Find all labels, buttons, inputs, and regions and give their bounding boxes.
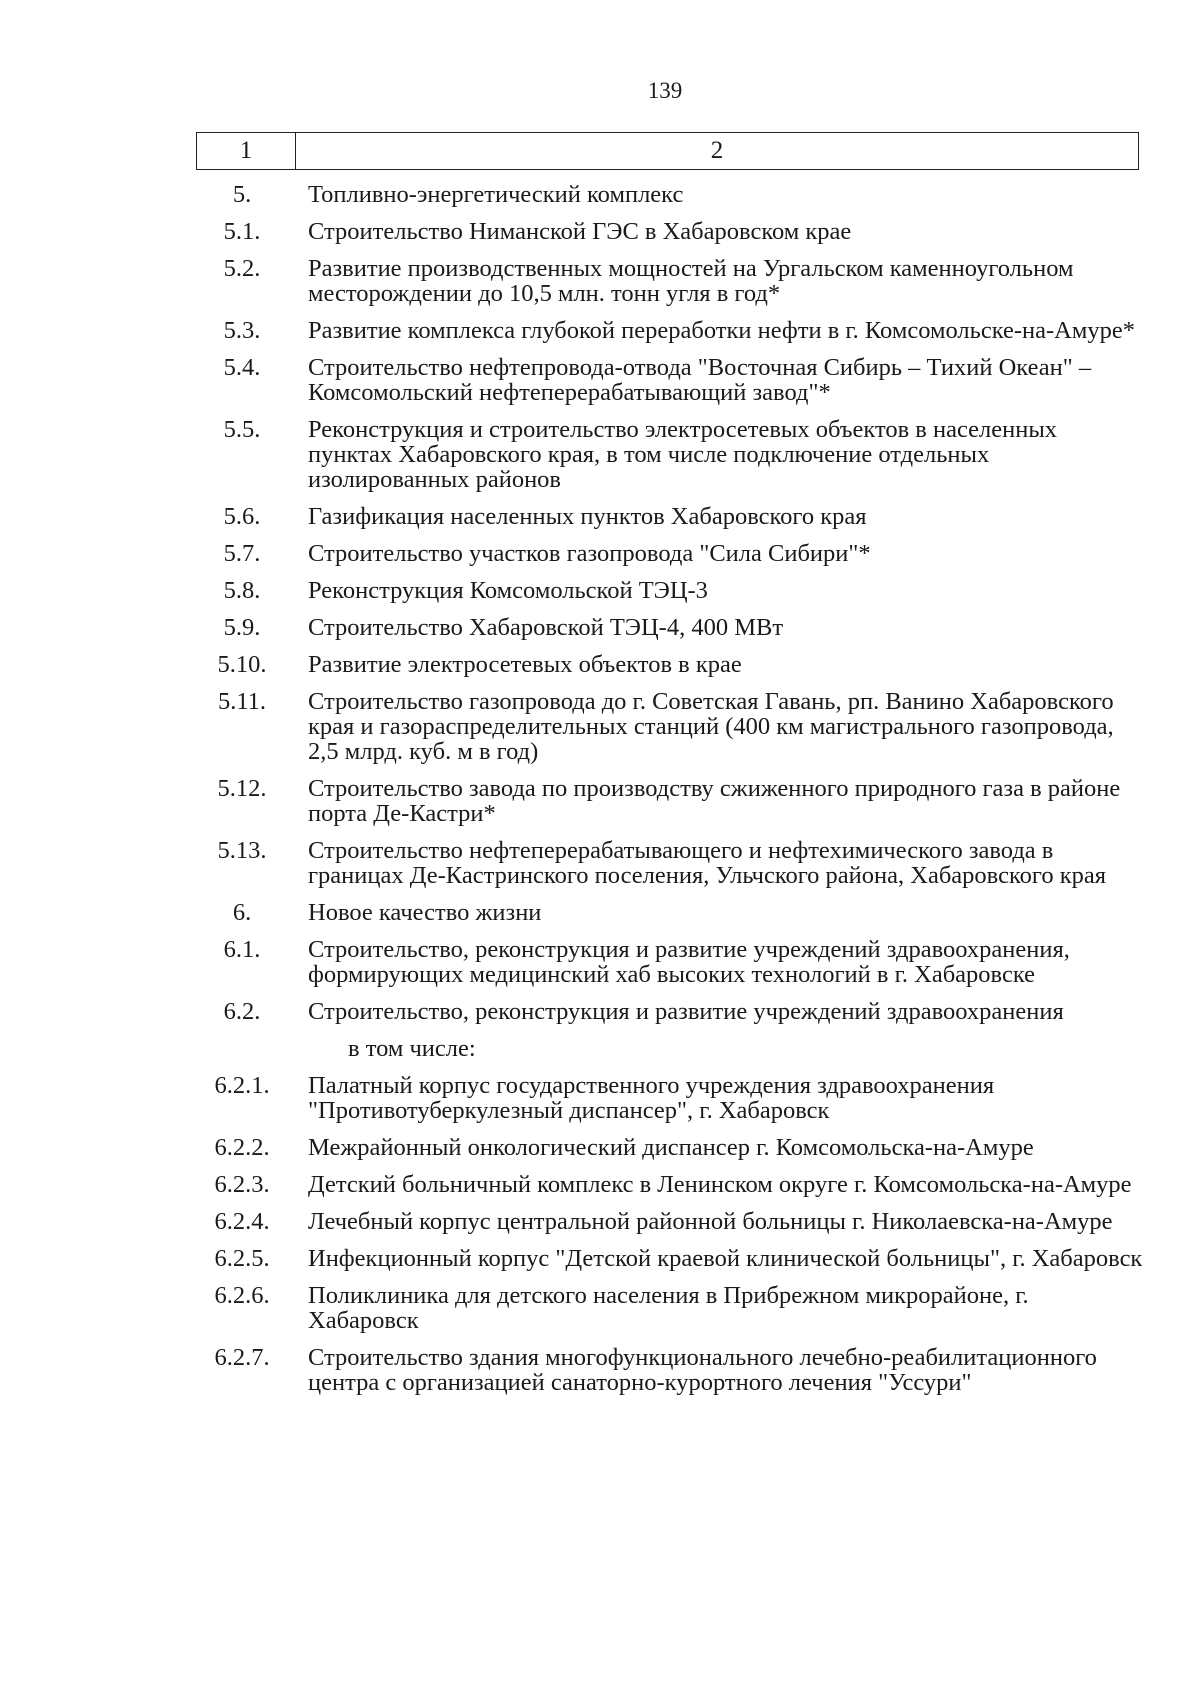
- table-row: [196, 541, 1144, 566]
- table-row: [196, 689, 1144, 764]
- table-row: [196, 417, 1144, 492]
- row-text: Реконструкция Комсомольской ТЭЦ-3: [308, 577, 708, 604]
- row-number: 6.: [232, 899, 252, 926]
- row-number: 6.2.5.: [214, 1245, 270, 1272]
- row-number: 5.9.: [223, 614, 261, 641]
- table-row: [196, 999, 1144, 1024]
- table-row: [196, 578, 1144, 603]
- table-row: [196, 900, 1144, 925]
- table-row: [196, 615, 1144, 640]
- row-number: 5.13.: [217, 837, 267, 864]
- row-text: Строительство Ниманской ГЭС в Хабаровском крае: [308, 218, 852, 245]
- row-number: 6.2.7.: [214, 1344, 270, 1371]
- table-row: [196, 355, 1144, 405]
- row-text: Поликлиника для детского населения в Прибрежном микрорайоне, г. Хабаровск: [308, 1282, 1029, 1334]
- column-number-1: 1: [197, 133, 296, 169]
- row-number: 5.12.: [217, 775, 267, 802]
- table-row: [196, 1073, 1144, 1123]
- table-row: [196, 256, 1144, 306]
- row-number: 5.8.: [223, 577, 261, 604]
- row-number: 6.2.2.: [214, 1134, 270, 1161]
- row-text: Строительство Хабаровской ТЭЦ-4, 400 МВт: [308, 614, 784, 641]
- row-number: 6.2.: [223, 998, 261, 1025]
- row-text: Межрайонный онкологический диспансер г. Комсомольска-на-Амуре: [308, 1134, 1034, 1161]
- row-number: 6.1.: [223, 936, 261, 963]
- row-text: Лечебный корпус центральной районной больницы г. Николаевска-на-Амуре: [308, 1208, 1113, 1235]
- row-text: Развитие производственных мощностей на Ургальском каменноугольном месторождении до 10,5 млн. тонн угля в год*: [308, 255, 1074, 307]
- table-row: [196, 1036, 1144, 1061]
- row-text: Палатный корпус государственного учреждения здравоохранения "Противотуберкулезный диспансер", г. Хабаровск: [308, 1072, 995, 1124]
- row-text: Строительство, реконструкция и развитие учреждений здравоохранения, формирующих медицинский хаб высоких технологий в г. Хабаровске: [308, 936, 1070, 988]
- row-number: 6.2.3.: [214, 1171, 270, 1198]
- row-number: 5.: [232, 181, 252, 208]
- row-text: Строительство здания многофункционального лечебно-реабилитационного центра с организацией санаторно-курортного лечения "Уссури": [308, 1344, 1097, 1396]
- row-text: в том числе:: [348, 1035, 476, 1062]
- table-row: [196, 318, 1144, 343]
- row-text: Строительство участков газопровода "Сила Сибири"*: [308, 540, 871, 567]
- column-number-2: 2: [710, 137, 724, 164]
- table-row: [196, 776, 1144, 826]
- row-number: 5.2.: [223, 255, 261, 282]
- table-row: [196, 937, 1144, 987]
- table-row: [196, 838, 1144, 888]
- row-text: Газификация населенных пунктов Хабаровского края: [308, 503, 867, 530]
- table-body: [196, 182, 1144, 1407]
- row-number: 5.10.: [217, 651, 267, 678]
- row-text: Строительство завода по производству сжиженного природного газа в районе порта Де-Кастри*: [308, 775, 1121, 827]
- row-number: 5.7.: [223, 540, 261, 567]
- row-text: Строительство нефтепровода-отвода "Восточная Сибирь – Тихий Океан" – Комсомольский нефтеперерабатывающий завод"*: [308, 354, 1092, 406]
- row-number: 5.4.: [223, 354, 261, 381]
- row-number: 5.1.: [223, 218, 261, 245]
- table-row: [196, 1135, 1144, 1160]
- table-row: [196, 1209, 1144, 1234]
- row-text: Новое качество жизни: [308, 899, 542, 926]
- table-row: [196, 219, 1144, 244]
- table-row: [196, 182, 1144, 207]
- row-number: 5.11.: [217, 688, 267, 715]
- row-number: 5.5.: [223, 416, 261, 443]
- row-text: Строительство, реконструкция и развитие учреждений здравоохранения: [308, 998, 1064, 1025]
- row-text: Инфекционный корпус "Детской краевой клинической больницы", г. Хабаровск: [308, 1245, 1143, 1272]
- row-text: Топливно-энергетический комплекс: [308, 181, 684, 208]
- row-number: 5.6.: [223, 503, 261, 530]
- page-number: 139: [647, 78, 683, 103]
- row-text: Строительство газопровода до г. Советская Гавань, рп. Ванино Хабаровского края и газораспределительных станций (400 км магистрального газопровода, 2,5 млрд. куб. м в год): [308, 688, 1114, 765]
- table-row: [196, 1246, 1144, 1271]
- row-number: 6.2.6.: [214, 1282, 270, 1309]
- table-row: [196, 1172, 1144, 1197]
- row-text: Детский больничный комплекс в Ленинском округе г. Комсомольска-на-Амуре: [308, 1171, 1132, 1198]
- table-row: [196, 1345, 1144, 1395]
- row-number: 6.2.1.: [214, 1072, 270, 1099]
- table-row: [196, 652, 1144, 677]
- row-number: 5.3.: [223, 317, 261, 344]
- row-text: Реконструкция и строительство электросетевых объектов в населенных пунктах Хабаровского края, в том числе подключение отдельных изолированных районов: [308, 416, 1058, 493]
- row-text: Строительство нефтеперерабатывающего и нефтехимического завода в границах Де-Кастринского поселения, Ульчского района, Хабаровского края: [308, 837, 1106, 889]
- table-column-header: [196, 132, 1139, 170]
- table-row: [196, 1283, 1144, 1333]
- table-row: [196, 504, 1144, 529]
- row-number: 6.2.4.: [214, 1208, 270, 1235]
- row-text: Развитие комплекса глубокой переработки нефти в г. Комсомольске-на-Амуре*: [308, 317, 1135, 344]
- row-text: Развитие электросетевых объектов в крае: [308, 651, 742, 678]
- row-number: [196, 1036, 294, 1061]
